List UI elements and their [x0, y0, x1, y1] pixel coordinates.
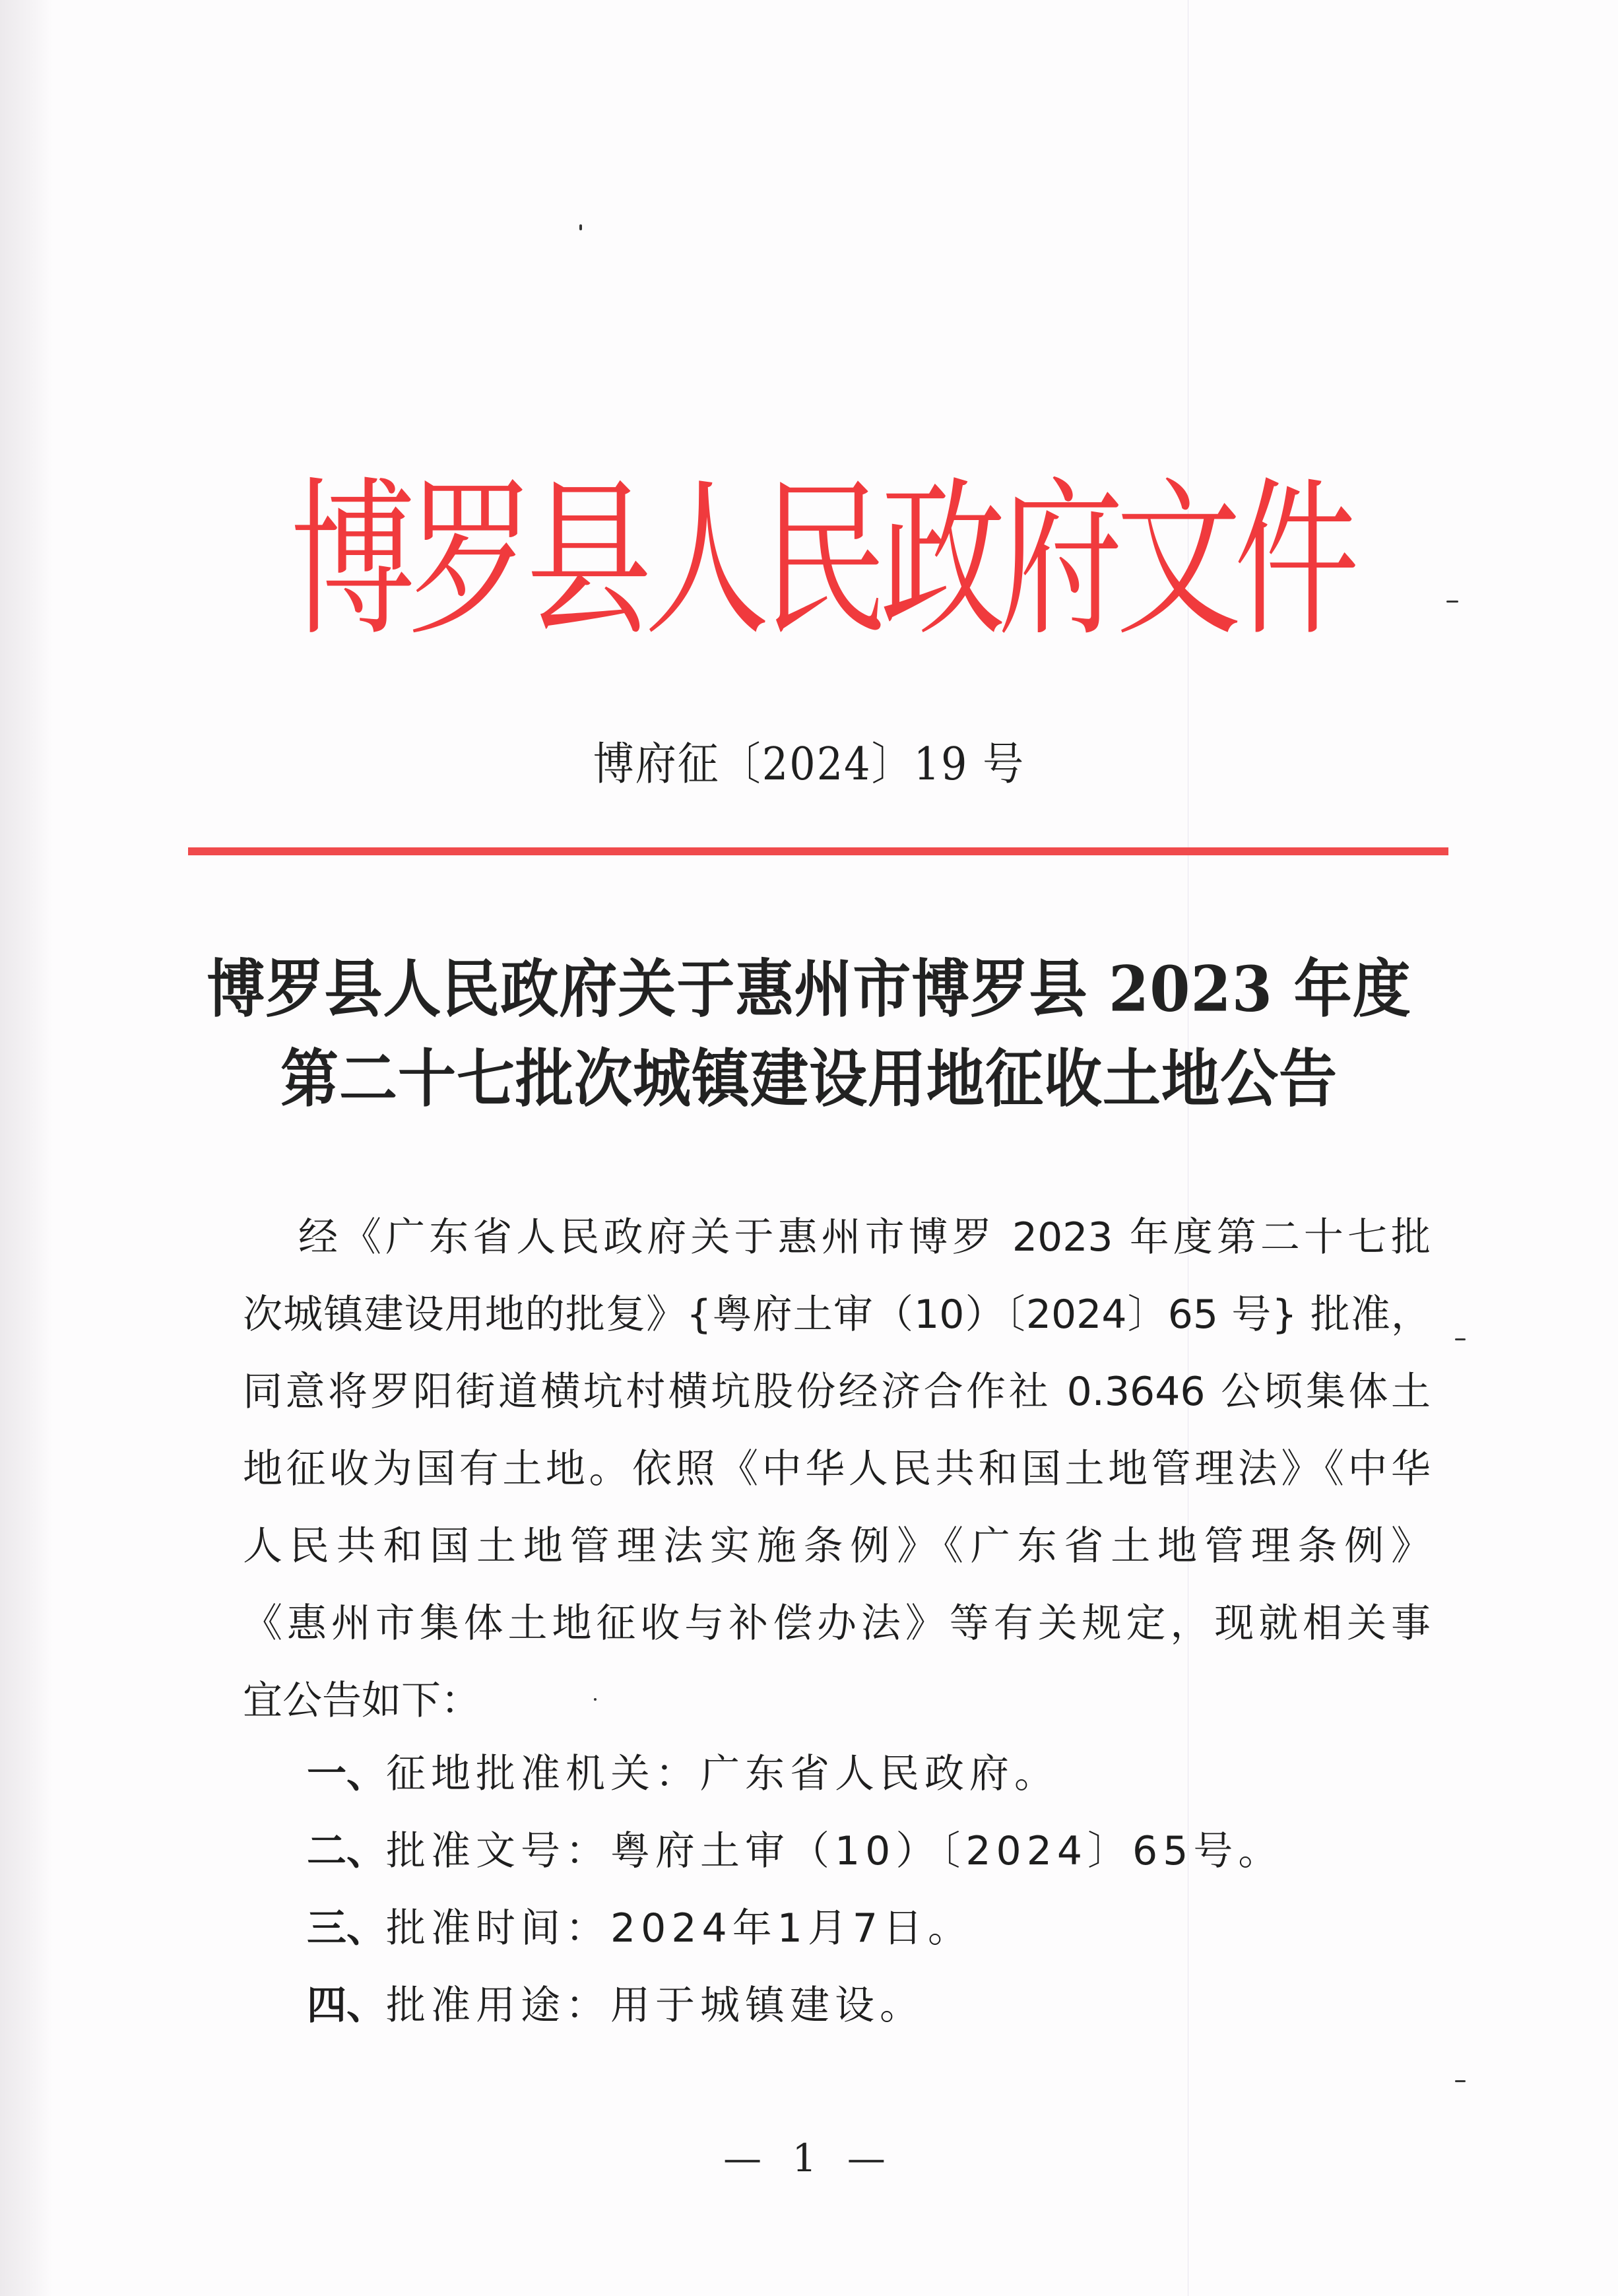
body-line: 《惠州市集体土地征收与补偿办法》等有关规定，现就相关事 [243, 1600, 1431, 1647]
body-line: 地征收为国有土地。依照《中华人民共和国土地管理法》《中华 [243, 1446, 1431, 1492]
item-text: 批准时间：2024年1月7日。 [386, 1905, 973, 1952]
body-line: 经《广东省人民政府关于惠州市博罗 2023 年度第二十七批 [298, 1214, 1431, 1261]
item-number: 三、 [307, 1905, 386, 1952]
document-title-line-1 [198, 951, 1420, 1026]
item-number: 四、 [307, 1983, 386, 2029]
list-item [307, 1902, 973, 1955]
masthead-char: 件 [1234, 462, 1360, 659]
scan-edge-shadow [0, 0, 53, 2296]
scan-speck [1455, 2080, 1466, 2082]
scan-speck [1446, 601, 1458, 603]
item-text: 批准文号：粤府土审（10）〔2024〕65号。 [386, 1828, 1283, 1874]
masthead-char: 政 [880, 462, 1006, 659]
document-number-text: 博府征〔2024〕19 号 [593, 737, 1025, 791]
item-text: 批准用途：用于城镇建设。 [386, 1983, 924, 2029]
item-number: 一、 [307, 1751, 386, 1797]
list-item [307, 1748, 1059, 1800]
page-number: — 1 — [723, 2136, 895, 2181]
item-number: 二、 [307, 1828, 386, 1874]
list-item [307, 1825, 1283, 1878]
document-number [0, 738, 1618, 791]
masthead-char: 人 [644, 462, 770, 659]
body-line: 宜公告如下： [243, 1678, 480, 1724]
list-item [307, 1979, 924, 2032]
masthead-char: 博 [290, 462, 416, 659]
title-text: 博罗县人民政府关于惠州市博罗县 2023 年度 [207, 951, 1411, 1026]
masthead-char: 府 [998, 462, 1124, 659]
masthead-char: 民 [762, 462, 888, 659]
masthead [290, 462, 1360, 659]
item-text: 征地批准机关：广东省人民政府。 [386, 1751, 1059, 1797]
scan-speck [1455, 1338, 1466, 1340]
masthead-char: 县 [526, 462, 652, 659]
title-text: 第二十七批次城镇建设用地征收土地公告 [280, 1041, 1338, 1116]
masthead-char: 罗 [408, 462, 534, 659]
red-separator-rule [188, 847, 1448, 855]
scan-speck [579, 224, 582, 230]
body-line: 人民共和国土地管理法实施条例》《广东省土地管理条例》 [243, 1523, 1431, 1569]
body-line: 次城镇建设用地的批复》{粤府土审（10）〔2024〕65 号} 批准， [243, 1292, 1431, 1338]
masthead-char: 文 [1116, 462, 1242, 659]
body-line: 同意将罗阳街道横坑村横坑股份经济合作社 0.3646 公顷集体土 [243, 1369, 1431, 1415]
document-title-line-2 [198, 1041, 1420, 1116]
